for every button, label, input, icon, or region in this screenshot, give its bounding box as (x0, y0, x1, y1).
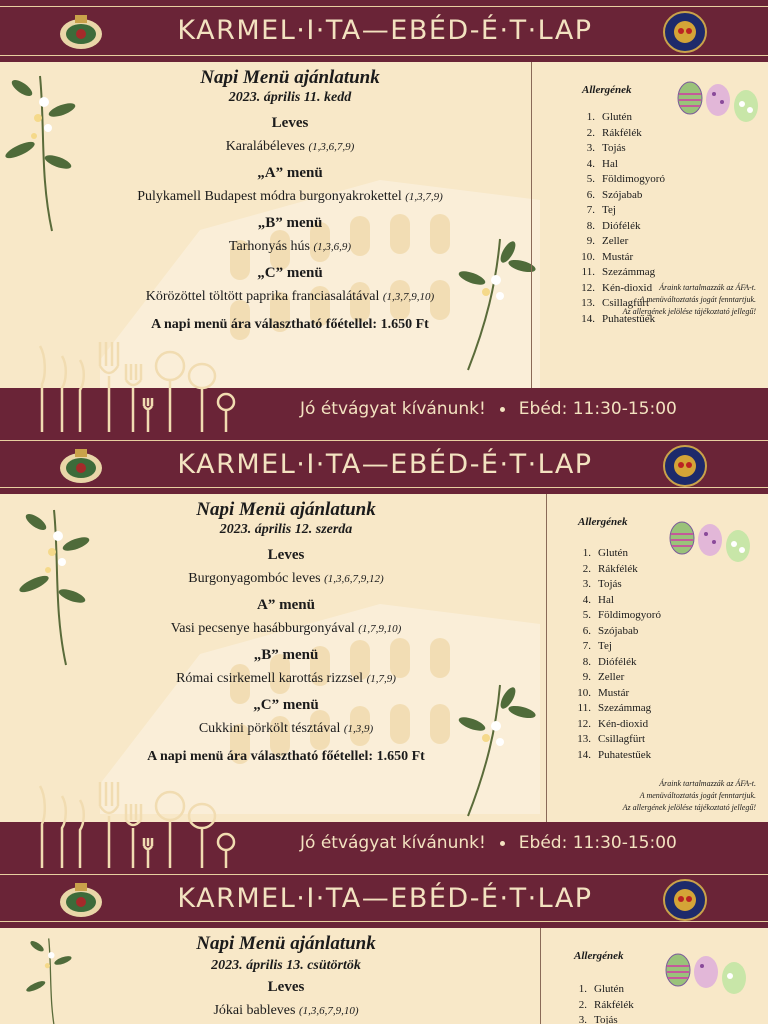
list-item: 8. Diófélék (582, 655, 637, 668)
section-label: Leves (267, 547, 305, 563)
wish-text: Jó étvágyat kívánunk! (300, 833, 486, 853)
list-item: 13. Csillagfürt (581, 297, 650, 309)
allergen-codes: (1,3,7,9) (405, 191, 443, 203)
wish-text: Jó étvágyat kívánunk! (300, 399, 486, 419)
daily-menu (56, 928, 516, 1022)
list-item: 1. Glutén (586, 111, 632, 123)
allergen-panel (556, 516, 756, 763)
list-item: 7. Tej (586, 204, 616, 216)
allergen-title: Allergének (574, 950, 624, 962)
list-item: 12. Kén-dioxid (581, 281, 653, 294)
section-label: „B” menü (253, 647, 319, 663)
section-label: „C” menü (257, 265, 323, 281)
list-item: 6. Szójabab (582, 624, 639, 637)
dish-item: Pulykamell Budapest módra burgonyakrokettel (1,3,7,9) (137, 189, 443, 204)
header-bar (0, 0, 768, 62)
allergen-codes: (1,7,9,10) (358, 623, 402, 635)
footer-text (300, 830, 677, 856)
hours-text: Ebéd: 11:30-15:00 (518, 399, 677, 419)
list-item: 11. Szezámmag (581, 266, 656, 278)
list-item: 4. Hal (586, 157, 618, 170)
list-item: 1. Glutén (578, 983, 624, 995)
dish-item: Vasi pecsenye hasábburgonyával (1,7,9,10) (170, 621, 402, 636)
hours-text: Ebéd: 11:30-15:00 (518, 833, 677, 853)
dish-item: Tarhonyás hús (1,3,6,9) (228, 239, 352, 254)
brand-title: KARMEL·I·TA—EBÉD-É·T·LAP (177, 449, 593, 480)
dish-item: Karalábéleves (1,3,6,7,9) (225, 139, 355, 154)
list-item: 3. Tojás (578, 1014, 618, 1024)
footnotes: Áraink tartalmazzák az ÁFA-t. A menüváltoztatás jogát fenntartjuk. Az allergének jelölése tájékoztató jellegű! (622, 779, 756, 812)
header-bar (0, 868, 768, 928)
menu-price: A napi menü ára választható főétellel: 1.650 Ft (147, 749, 425, 764)
allergen-panel (552, 950, 752, 1024)
allergen-codes: (1,7,9) (366, 673, 396, 685)
menu-card-day-3 (0, 868, 768, 1024)
dish-item: Római csirkemell karottás rizzsel (1,7,9) (176, 671, 396, 686)
allergen-codes: (1,3,7,9,10) (382, 291, 435, 303)
list-item: 3. Tojás (586, 142, 626, 154)
footer-text (300, 396, 677, 422)
menu-heading: Napi Menü ajánlatunk (196, 933, 376, 954)
brand-title: KARMEL·I·TA—EBÉD-É·T·LAP (177, 15, 593, 46)
section-label: A” menü (257, 597, 315, 613)
allergen-title: Allergének (578, 516, 628, 528)
list-item: 14. Puhatestűek (577, 748, 652, 761)
section-label: Leves (267, 979, 305, 995)
list-item: 11. Szezámmag (577, 702, 652, 714)
menu-heading: Napi Menü ajánlatunk (196, 499, 376, 520)
list-item: 7. Tej (582, 640, 612, 652)
list-item: 14. Puhatestűek (581, 312, 656, 325)
crest-icon (57, 880, 105, 920)
cutlery-icon (30, 776, 270, 868)
allergen-codes: (1,3,6,7,9) (308, 141, 355, 153)
menu-date: 2023. április 11. kedd (228, 90, 352, 105)
daily-menu (60, 62, 520, 336)
allergen-codes: (1,3,6,7,9,10) (298, 1005, 359, 1017)
list-item: 6. Szójabab (586, 188, 643, 201)
menu-date: 2023. április 12. szerda (219, 522, 353, 537)
column-divider (540, 928, 541, 1024)
cutlery-icon (30, 336, 270, 434)
crest-icon (57, 12, 105, 52)
list-item: 12. Kén-dioxid (577, 717, 649, 730)
allergen-codes: (1,3,6,7,9,12) (324, 573, 384, 585)
allergen-list (556, 546, 756, 763)
list-item: 10. Mustár (581, 250, 634, 263)
list-item: 5. Földimogyoró (582, 609, 661, 621)
allergen-codes: (1,3,6,9) (313, 241, 352, 253)
menu-card-day-2 (0, 434, 768, 868)
dish-item: Jókai bableves (1,3,6,7,9,10) (213, 1003, 359, 1018)
dish-item: Körözöttel töltött paprika franciasalátával (1,3,7,9,10) (145, 289, 435, 304)
list-item: 9. Zeller (582, 671, 625, 683)
list-item: 4. Hal (582, 593, 614, 606)
menu-price: A napi menü ára választható főétellel: 1.650 Ft (151, 317, 429, 332)
seal-icon (663, 11, 707, 53)
seal-icon (663, 879, 707, 921)
seal-icon (663, 445, 707, 487)
dish-item: Cukkini pörkölt tésztával (1,3,9) (198, 721, 374, 736)
list-item: 2. Rákfélék (582, 562, 638, 575)
section-label: Leves (271, 115, 309, 131)
list-item: 10. Mustár (577, 686, 630, 699)
menu-heading: Napi Menü ajánlatunk (200, 67, 380, 88)
crest-icon (57, 446, 105, 486)
header-bar (0, 434, 768, 494)
list-item: 8. Diófélék (586, 219, 641, 232)
list-item: 13. Csillagfürt (577, 733, 646, 745)
section-label: „A” menü (257, 165, 323, 181)
list-item: 3. Tojás (582, 578, 622, 590)
menu-card-day-1 (0, 0, 768, 434)
brand-title: KARMEL·I·TA—EBÉD-É·T·LAP (177, 883, 593, 914)
list-item: 5. Földimogyoró (586, 173, 665, 185)
list-item: 1. Glutén (582, 547, 628, 559)
dish-item: Burgonyagombóc leves (1,3,6,7,9,12) (188, 571, 384, 586)
list-item: 2. Rákfélék (586, 126, 642, 139)
allergen-list (552, 982, 752, 1024)
section-label: „C” menü (253, 697, 319, 713)
daily-menu (56, 494, 516, 768)
column-divider (531, 62, 532, 388)
footnotes: Áraink tartalmazzák az ÁFA-t. A menüváltoztatás jogát fenntartjuk. Az allergének jelölése tájékoztató jellegű! (622, 283, 756, 316)
list-item: 9. Zeller (586, 235, 629, 247)
allergen-codes: (1,3,9) (343, 723, 374, 735)
allergen-title: Allergének (582, 84, 632, 96)
list-item: 2. Rákfélék (578, 998, 634, 1011)
column-divider (546, 494, 547, 822)
menu-date: 2023. április 13. csütörtök (211, 958, 361, 973)
section-label: „B” menü (257, 215, 323, 231)
